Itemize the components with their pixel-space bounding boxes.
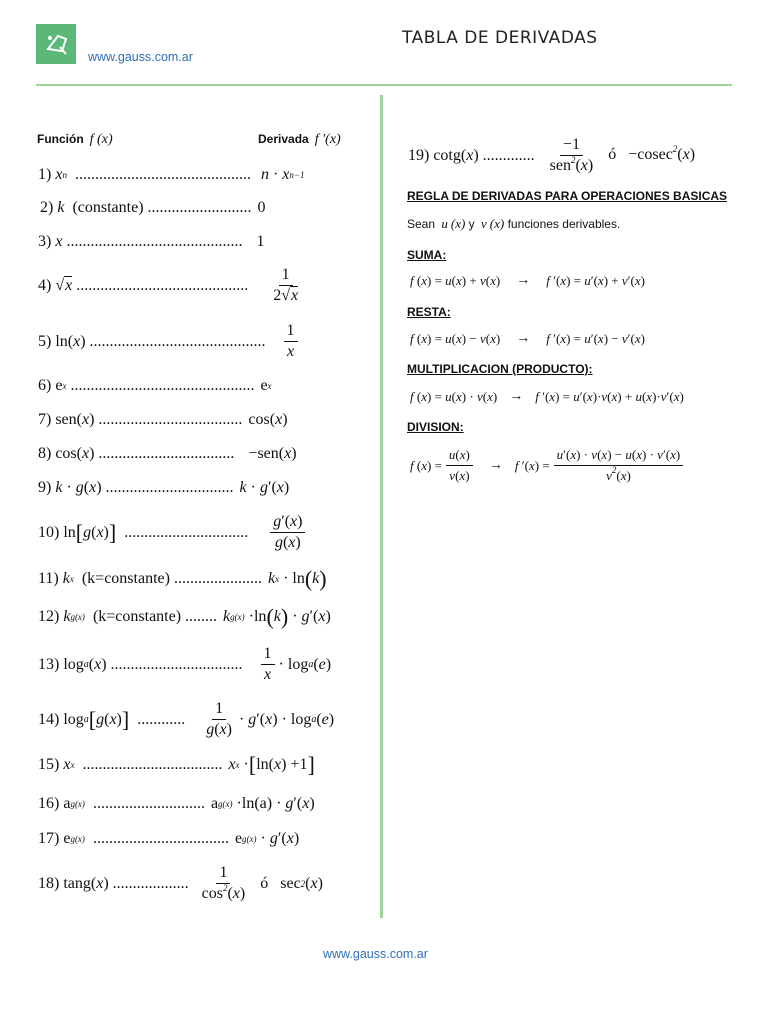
rules-section-title: REGLA DE DERIVADAS PARA OPERACIONES BASICAS [407,189,728,203]
rule-7: 7) sen( x ) .................................... cos( x ) [38,411,288,428]
rule-16: 16) a g(x) ............................ a g(x) ·ln(a) · g ′( x ) [38,795,315,812]
definition-line: Sean u (x) y v (x) funciones derivables. [407,216,621,231]
rule-10: 10) ln [ g ( x ) ] ............................... $\frac{g'(x)}{g(x)}$ [38,513,309,552]
suma-heading: SUMA: [407,248,447,262]
function-label: Función [37,132,84,146]
rule-18: 18) tang( x ) ................... $\frac{1}{\cos^2(x)}$ ó sec 2 ( x ) [38,864,323,902]
derivative-expr: f ′(x) [314,132,341,147]
gauss-logo-icon [36,24,76,64]
suma-rule: f ( x ) = u ( x ) + v ( x ) → f ′( x ) = u ′( x ) + v ′( x ) [410,273,645,288]
multiplicacion-rule: f ( x ) = u ( x ) · v ( x ) → f ′( x ) = u ′( x )· v ( x ) + u ( x )· v ′( x ) [410,389,684,404]
column-divider [380,95,383,918]
rule-2: 2) k (constante) .......................... 0 [40,199,266,216]
resta-heading: RESTA: [407,305,451,319]
rule-15: 15) x x ................................... x x · [ ln( x ) +1 ] [38,752,315,777]
header-divider [36,84,732,86]
division-heading: DIVISION: [407,420,464,434]
rule-8: 8) cos( x ) .................................. −sen( x ) [38,445,297,462]
derivative-column-header [258,132,341,148]
function-expr: f (x) [89,132,113,147]
rule-6: 6) e x .............................................. e x [38,377,272,394]
function-column-header [37,132,113,148]
rule-19: 19) cotg( x ) ............. $\frac{-1}{sen^2(x)}$ ó −cosec$^2$(x) [408,136,696,174]
rule-12: 12) k g(x) (k=constante) ........ k g(x) ·ln ( k ) · g ′( x ) [38,604,331,629]
rule-4: 4) √ x ........................................... $\frac{1}{2√x}$ [38,266,299,304]
derivative-label: Derivada [258,132,309,146]
rule-3: 3) x ............................................ 1 [38,233,265,250]
footer-url-link[interactable]: www.gauss.com.ar [323,947,428,961]
rule-1: 1) x n ............................................ n · x n−1 [38,166,305,183]
page-title: TABLA DE DERIVADAS [402,28,598,48]
rule-9: 9) k · g ( x ) ................................ k · g ′( x ) [38,479,290,496]
rule-5: 5) ln( x ) ............................................ $\frac{1}{x}$ [38,322,302,361]
multiplicacion-heading: MULTIPLICACION (PRODUCTO): [407,362,593,376]
rule-13: 13) log a ( x ) ................................. $\frac{1}{x}$ · log a ( e ) [38,645,332,683]
rule-14: 14) log a [ g ( x ) ] ............ $\frac{1}{g(x)}$ · g ′( x ) · log a ( e ) [38,700,335,738]
rule-17: 17) e g(x) .................................. e g(x) · g ′( x ) [38,830,300,847]
division-rule: f ( x ) = $\frac{u(x)}{v(x)}$ → f ′( x ) = $\frac{u'(x) \cdot v(x) - u(x) \cdot v'(x)}{v^2(x)}$ [410,446,687,485]
header-url-link[interactable]: www.gauss.com.ar [88,50,193,64]
resta-rule: f ( x ) = u ( x ) − v ( x ) → f ′( x ) = u ′( x ) − v ′( x ) [410,331,645,346]
rule-11: 11) k x (k=constante) ...................... k x · ln ( k ) [38,566,327,591]
